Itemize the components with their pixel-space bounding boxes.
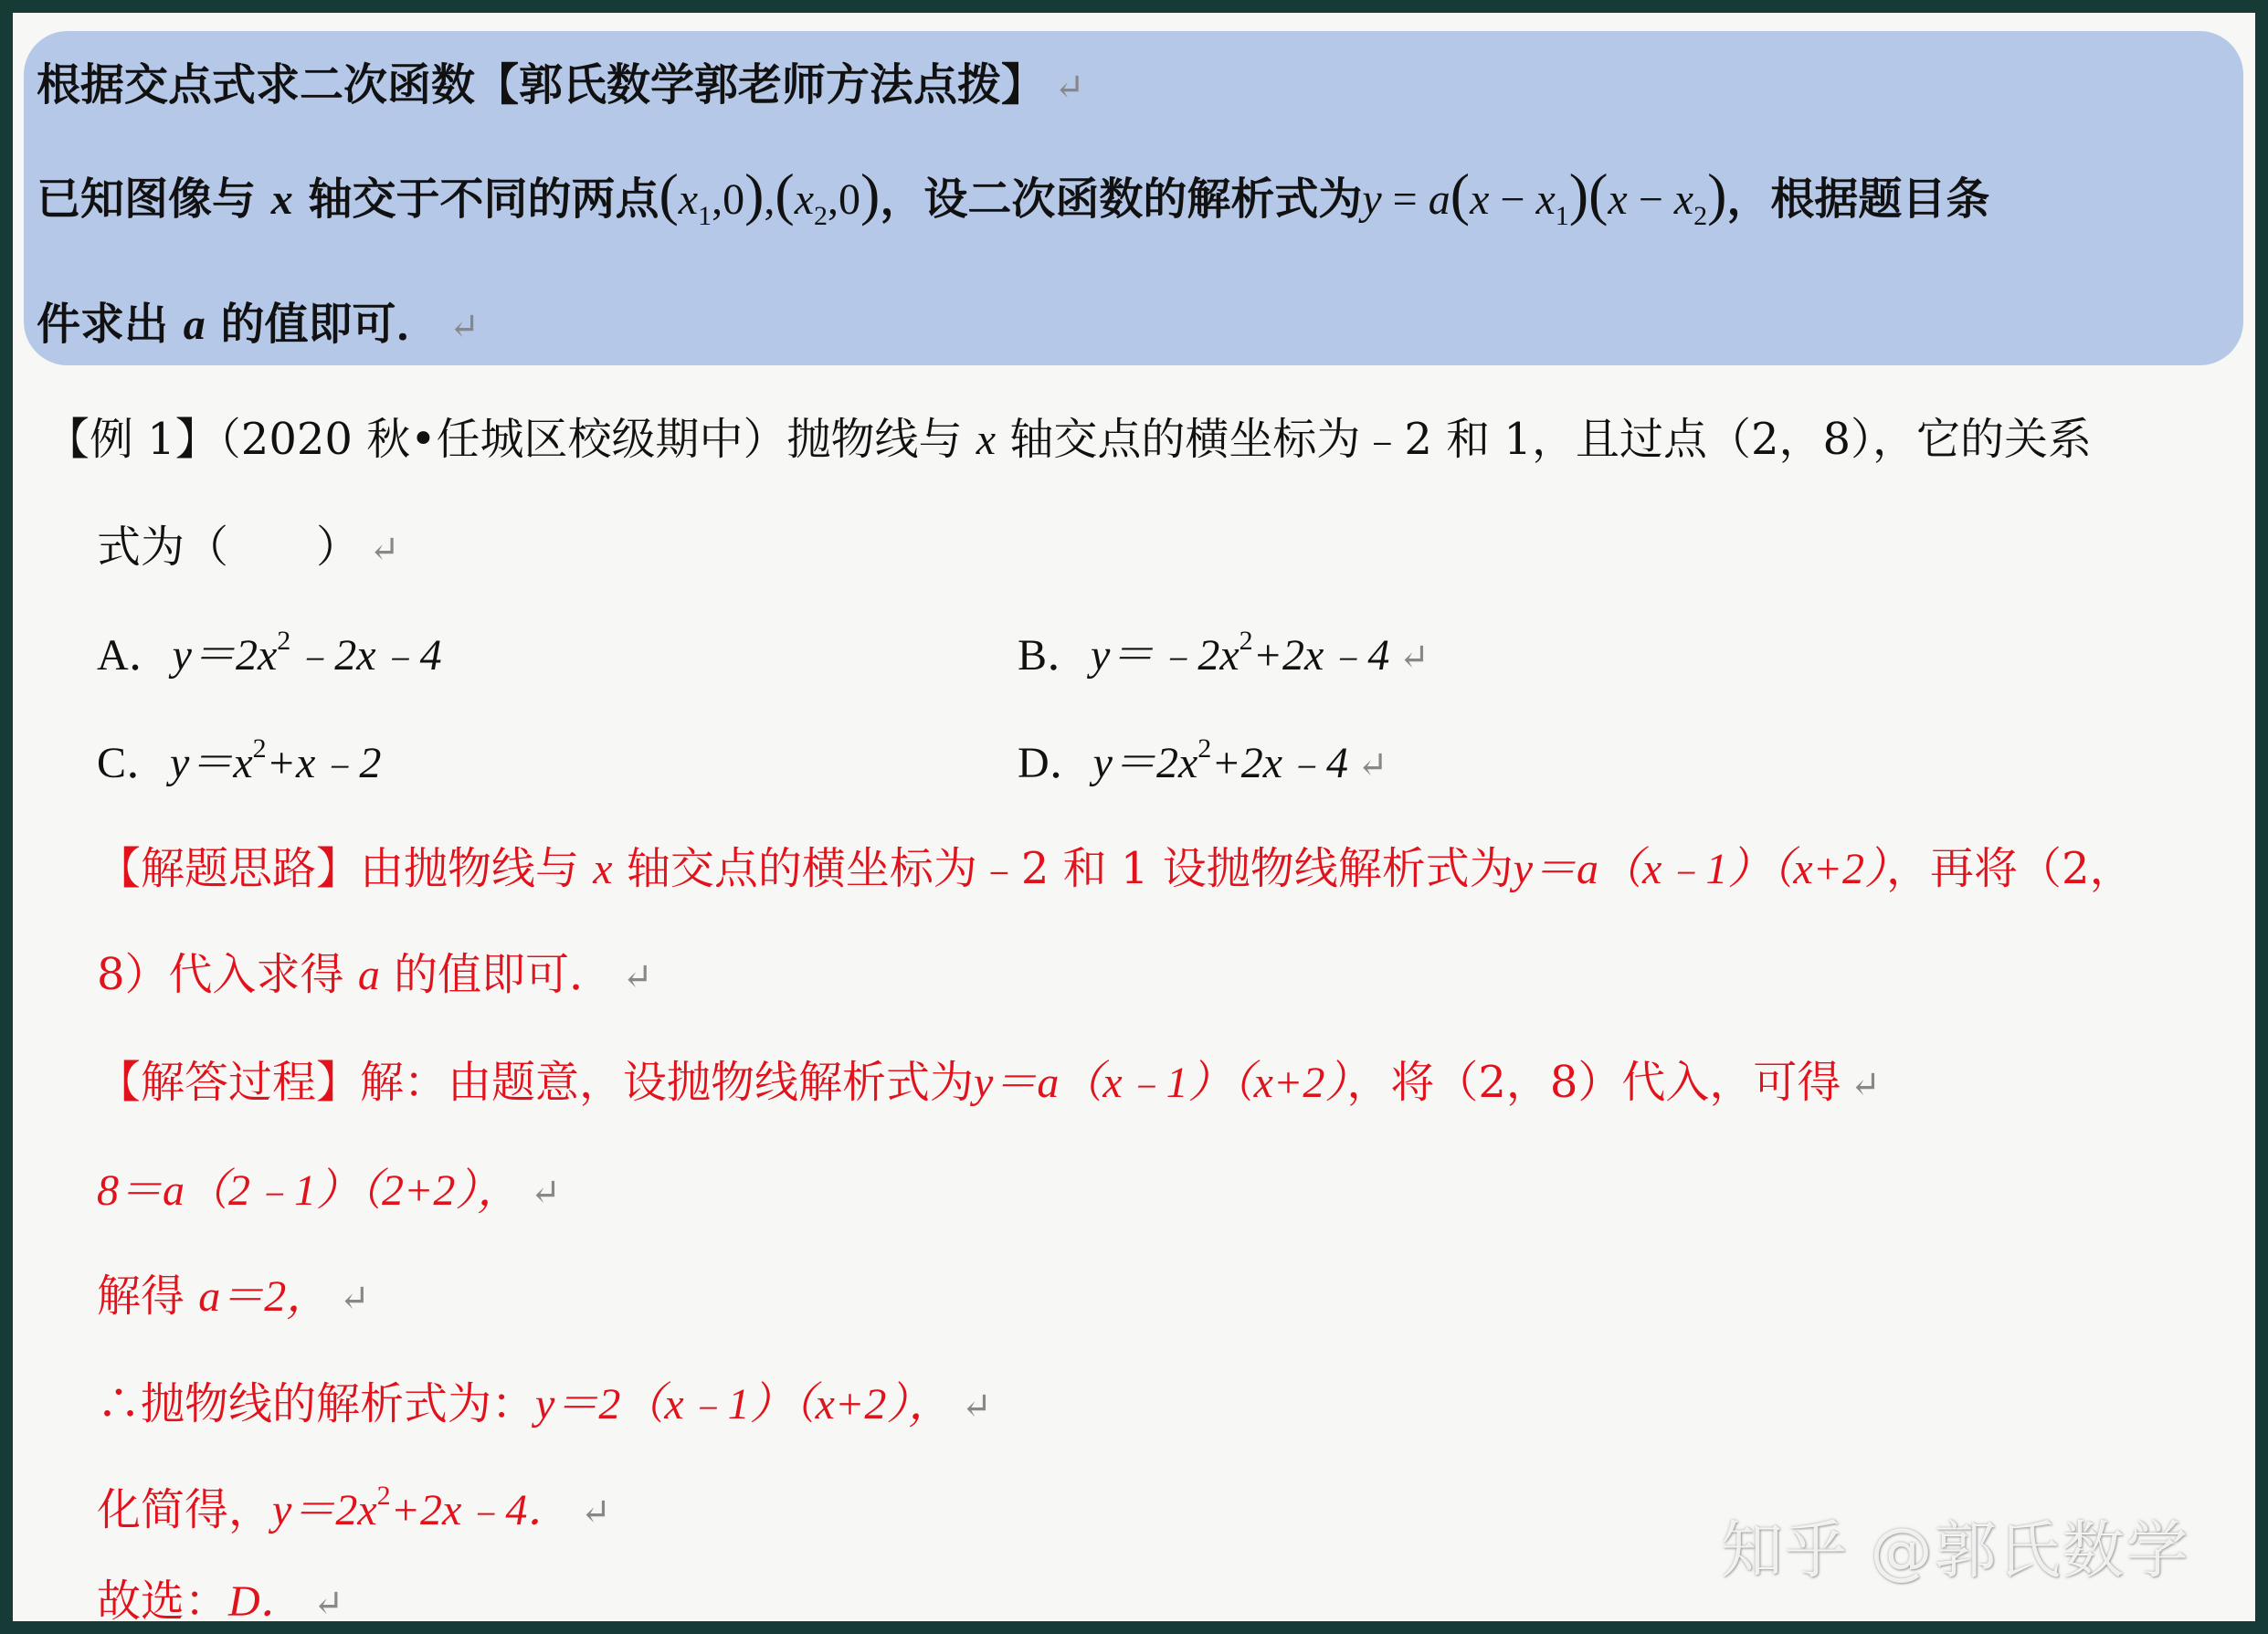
solution-process-line: 【解答过程】解：由题意，设抛物线解析式为y＝a（x﹣1）（x+2），将（2，8）代入，可得 ↵	[97, 1057, 1881, 1108]
option-a: A．$y=2x^2﹣2x﹣4$	[97, 626, 442, 680]
method-line-1: 已知图像与 x 轴交于不同的两点$(x_1,0),(x_2,0)$，设二次函数的解析式为$y = a(x - x_1)(x - x_2)$，根据题目条	[37, 162, 1990, 231]
example-question-line-2: 式为（ ） ↵	[97, 522, 400, 573]
solution-step-2: 解得 a＝2， ↵	[97, 1270, 370, 1322]
example-question-line-1: 【例 1】（2020 秋•任城区校级期中）抛物线与 x 轴交点的横坐标为﹣2 和 1，且过点（2，8），它的关系	[46, 414, 2093, 465]
option-b: B．$y=﹣2x^2+2x﹣4$ ↵	[1018, 626, 1429, 680]
solution-idea-line-2: 8）代入求得 a 的值即可． ↵	[97, 949, 653, 1000]
solution-idea-line-1: 【解题思路】由抛物线与 x 轴交点的横坐标为﹣2 和 1 设抛物线解析式为y＝a（x﹣1）（x+2），再将（2，	[97, 843, 2134, 894]
method-title: 根据交点式求二次函数【郭氏数学郭老师方法点拨】 ↵	[37, 59, 1085, 111]
method-line-2: 件求出 a 的值即可． ↵	[37, 299, 480, 350]
solution-answer: 故选：D． ↵	[97, 1576, 344, 1621]
solution-step-1: 8＝a（2﹣1）（2+2）， ↵	[97, 1166, 561, 1215]
option-c: C．$y=x^2+x﹣2$	[97, 733, 382, 787]
option-d: D．$y=2x^2+2x﹣4$ ↵	[1018, 733, 1388, 787]
watermark: 知乎 @郭氏数学	[1721, 1515, 2190, 1587]
solution-step-3: ∴抛物线的解析式为：y＝2（x﹣1）（x+2）， ↵	[97, 1378, 992, 1429]
solution-step-4: 化简得，$y=2x^2+2x﹣4$． ↵	[97, 1481, 611, 1535]
document-page	[13, 13, 2255, 1621]
